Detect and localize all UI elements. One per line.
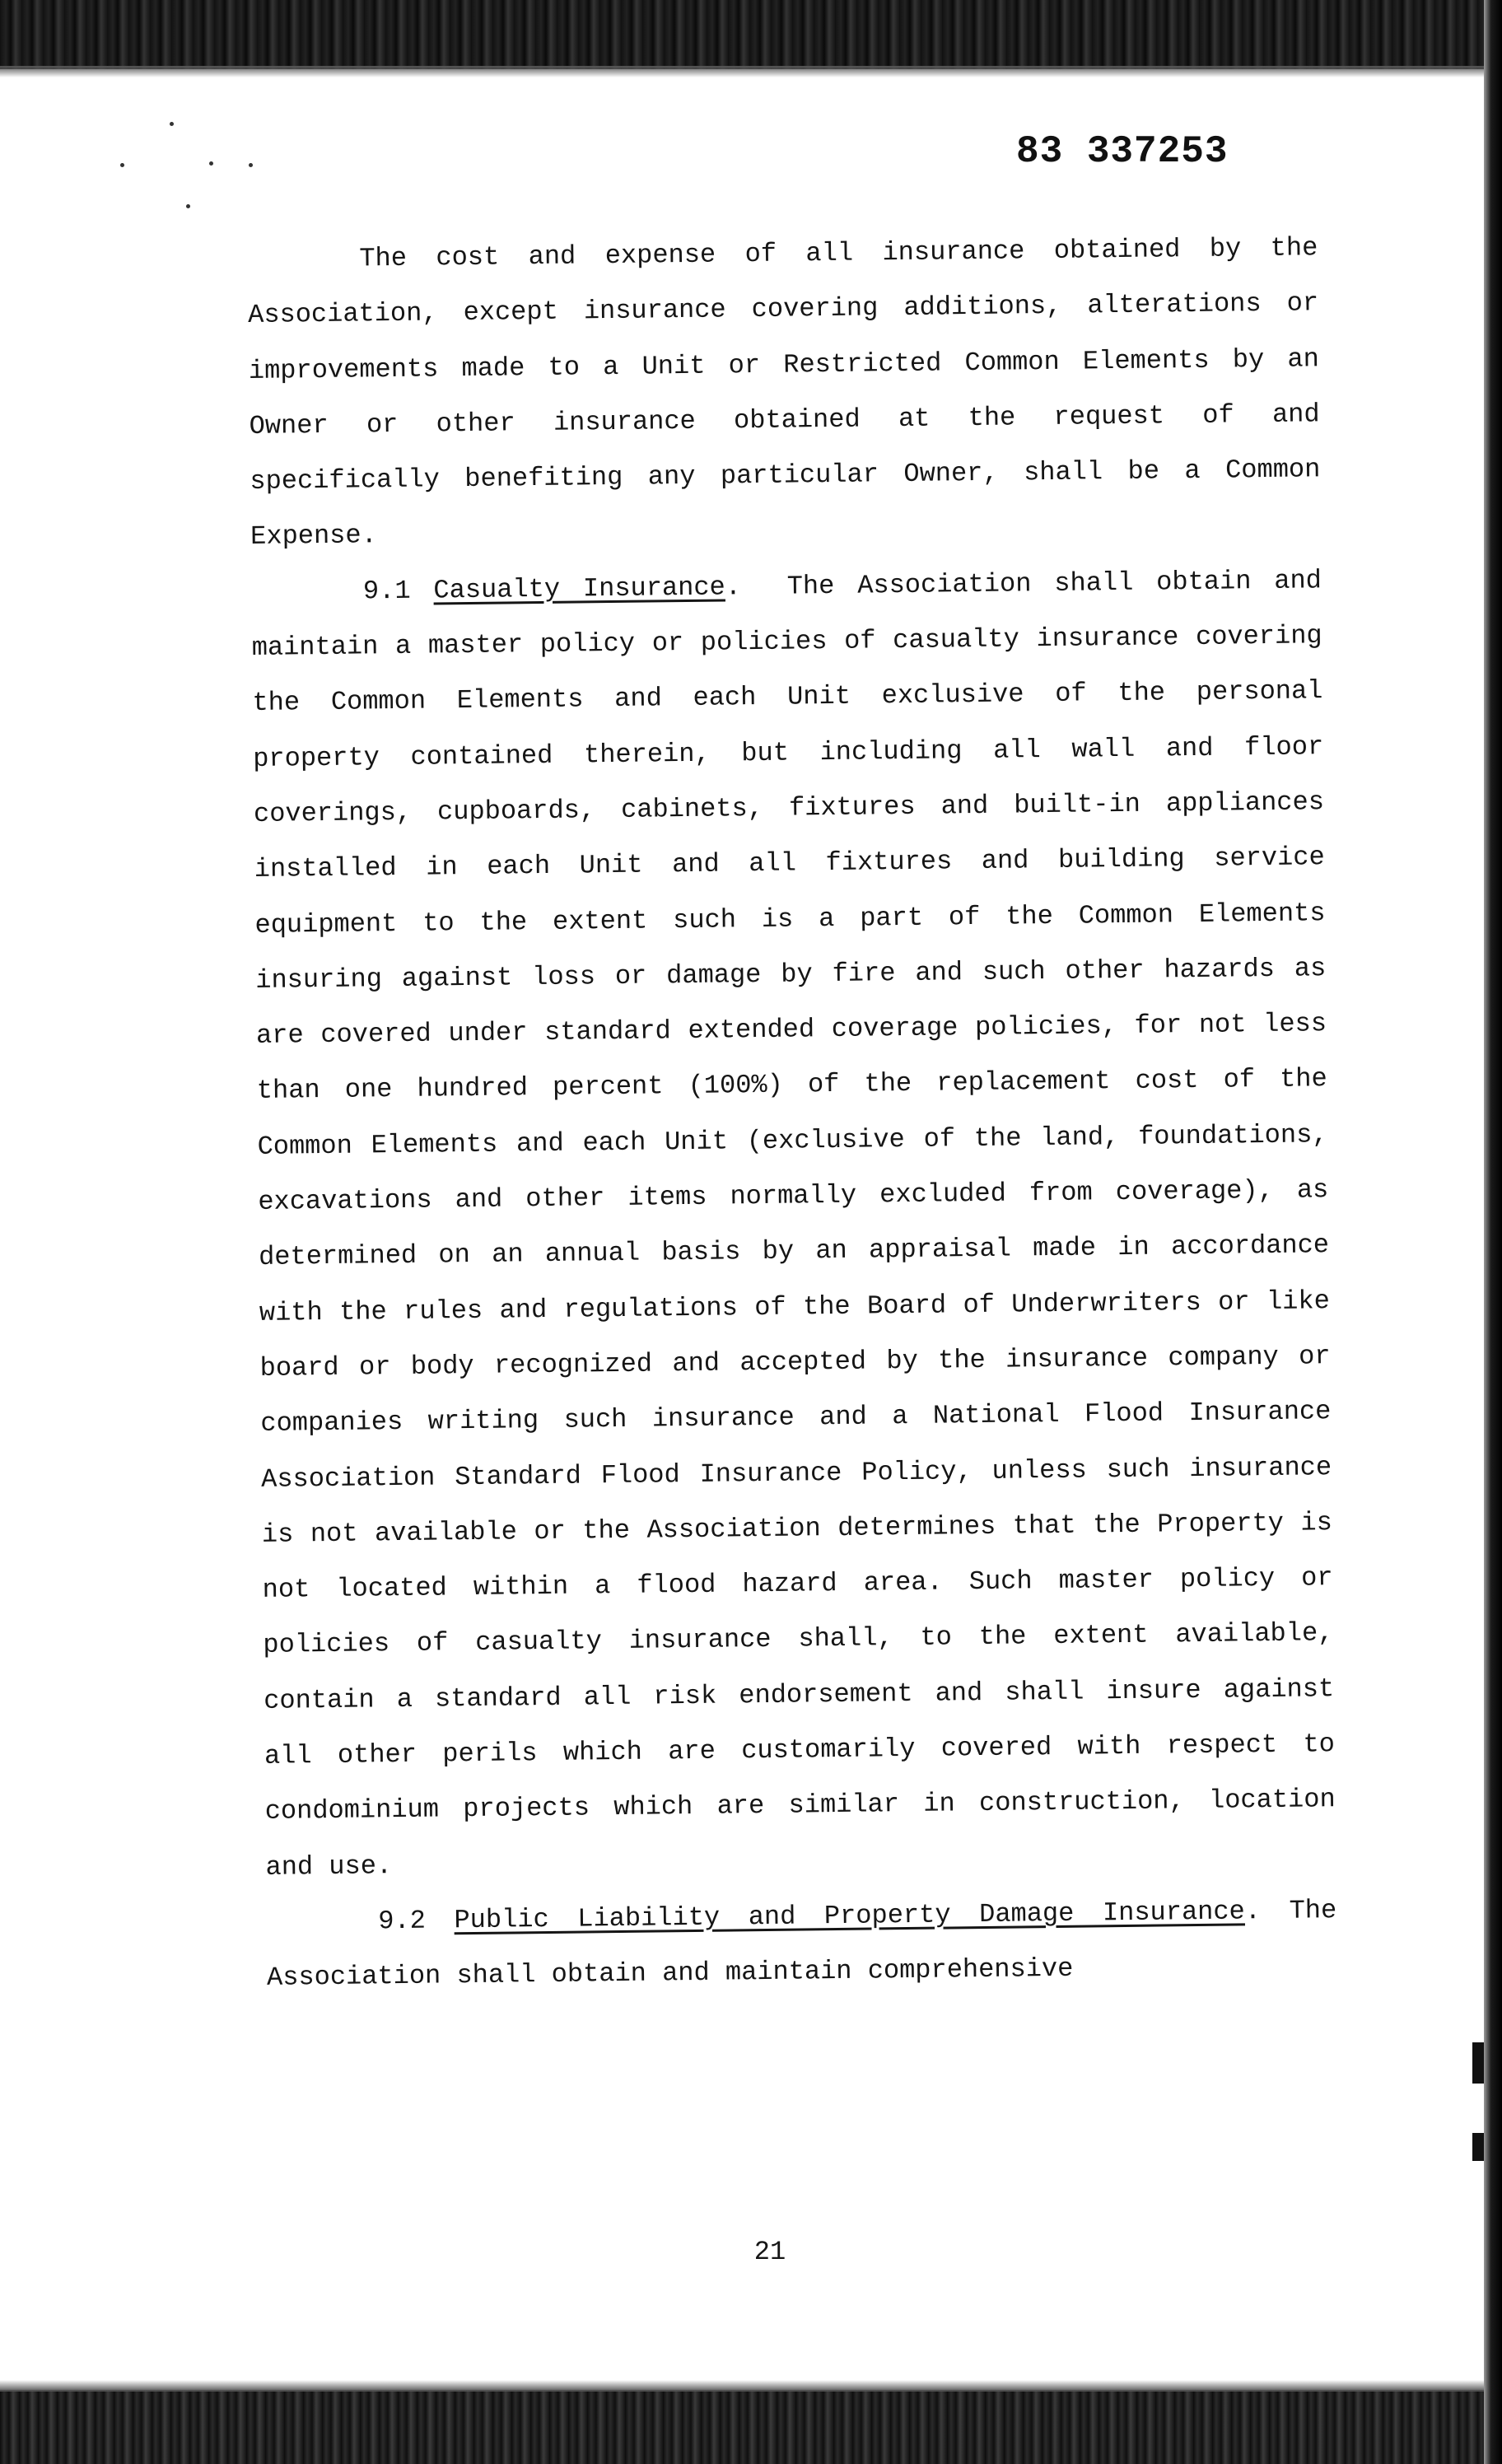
document-number: 83 337253: [1016, 130, 1229, 173]
document-body: [247, 220, 1337, 2005]
paragraph-insurance-cost: The cost and expense of all insurance obtained by the Association, except insurance covering additions, alterations or improvements made to a Unit or Restricted Common Elements by an Owner or other insurance obtained at the request of and specifically benefiting any particular Owner, shall be a Common Expense.: [247, 232, 1321, 553]
heading-period: .: [1244, 1896, 1262, 1927]
scan-top-border: [0, 0, 1502, 69]
paragraph-section-9-1: [251, 553, 1336, 1895]
paragraph-section-9-2: [266, 1883, 1337, 2005]
scan-speck: [209, 161, 213, 166]
page-number: 21: [753, 2237, 786, 2267]
scan-speck: [170, 122, 174, 126]
section-heading-casualty-insurance: Casualty Insurance: [433, 572, 725, 606]
section-heading-public-liability: Public Liability and Property Damage Insurance: [454, 1896, 1246, 1936]
scan-speck: [120, 163, 124, 167]
section-body: The Association shall obtain and maintain a master policy or policies of casualty insurance covering the Common Elements and each Unit exclusive of the personal property contained therein, but including all wall and floor coverings, cupboards, cabinets, fixtures and built-in appliances installed in each Unit and all fixtures and building service equipment to the extent such is a part of the Common Elements insuring against loss or damage by fire and such other hazards as are covered under standard extended coverage policies, for not less than one hundred percent (100%) of the replacement cost of the Common Elements and each Unit (exclusive of the land, foundations, excavations and other items normally excluded from coverage), as determined on an annual basis by an appraisal made in accordance with the rules and regulations of the Board of Underwriters or like board or body recognized and accepted by the insurance company or companies writing such insurance and a National Flood Insurance Association Standard Flood Insurance Policy, unless such insurance is not available or the Association determines that the Property is not located within a flood hazard area. Such master policy or policies of casualty insurance shall, to the extent available, contain a standard all risk endorsement and shall insure against all other perils which are customarily covered with respect to condominium projects which are similar in construction, location and use.: [251, 565, 1336, 1883]
scan-right-border: [1484, 0, 1502, 2464]
scan-speck: [186, 204, 190, 208]
scan-margin-mark: [1472, 2042, 1484, 2084]
heading-period: .: [725, 572, 742, 603]
scan-margin-mark: [1472, 2133, 1484, 2161]
section-number: 9.1: [362, 575, 411, 607]
section-number: 9.2: [378, 1905, 427, 1937]
scan-bottom-border: [0, 2390, 1502, 2464]
scan-speck: [249, 163, 253, 167]
section-body: The Association shall obtain and maintain comprehensive: [266, 1895, 1337, 1994]
